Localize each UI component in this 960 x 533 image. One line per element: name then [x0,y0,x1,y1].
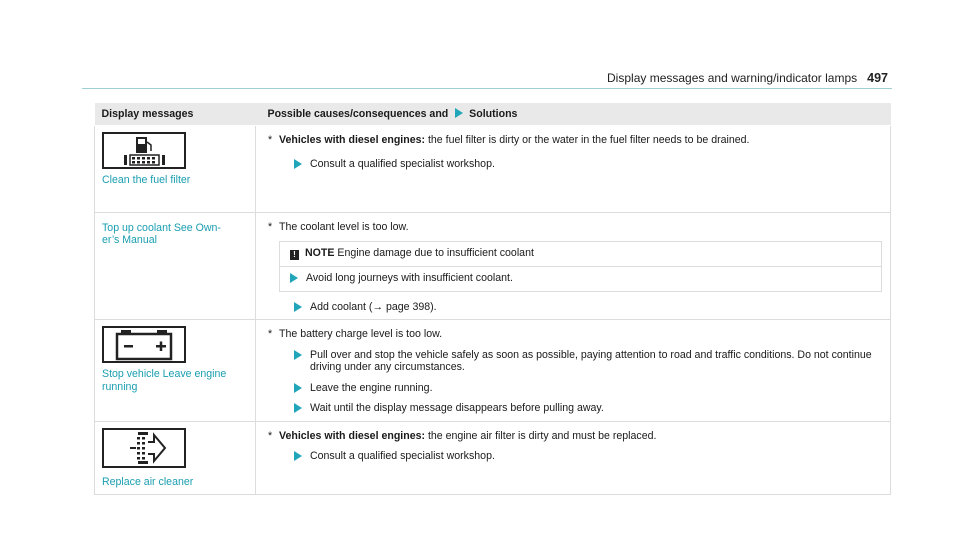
fuel-filter-icon [102,132,186,169]
solution-step: Wait until the display message disappears before pulling away. [294,402,882,415]
display-message-label: Replace air cleaner [102,475,194,488]
step-arrow-icon [294,451,302,461]
solutions-arrow-icon [455,108,463,118]
cause-text: * The battery charge level is too low. [268,328,443,340]
cause-text: * Vehicles with diesel engines: the engine air filter is dirty and must be replaced. [268,429,657,442]
solution-step: Consult a qualified specialist workshop. [294,158,882,171]
table-row [95,212,891,320]
cause-text: * Vehicles with diesel engines: the fuel filter is dirty or the water in the fuel filter needs to be drained. [268,133,750,146]
solution-step: Add coolant (→ page 398). [294,301,882,314]
solution-step: Leave the engine running. [294,382,882,395]
solution-step: Consult a qualified specialist workshop. [294,450,882,463]
note-step: Avoid long journeys with insufficient coolant. [290,272,871,285]
cause-text: * The coolant level is too low. [268,220,409,233]
step-arrow-icon [294,350,302,360]
messages-table [94,103,891,495]
note-title: NOTE [305,247,335,259]
col-display-messages: Display messages [95,103,256,125]
col-causes-solutions: Possible causes/consequences and Solutions [256,103,891,125]
table-header-row [95,103,891,125]
warning-icon: ! [290,250,299,260]
battery-icon [102,326,186,363]
table-row [95,320,891,422]
step-arrow-icon [294,159,302,169]
step-arrow-icon [294,302,302,312]
note-text: Engine damage due to insufficient coolant [334,247,534,259]
table-row [95,125,891,212]
step-arrow-icon [294,383,302,393]
solution-step: Pull over and stop the vehicle safely as soon as possible, paying attention to road and traffic conditions. Do not continue driving under any circumstances. [294,349,882,374]
page-header [0,71,888,85]
display-message-label: Top up coolant See Own- er’s Manual [102,221,221,246]
page-number: 497 [867,71,888,85]
step-arrow-icon [290,273,298,283]
header-rule [82,88,892,89]
air-filter-icon [102,428,186,468]
table-row [95,421,891,495]
display-message-label: Stop vehicle Leave engine running [102,368,227,393]
page-title: Display messages and warning/indicator lamps [607,71,858,85]
step-arrow-icon [294,403,302,413]
display-message-label: Clean the fuel filter [102,173,191,186]
note-box [279,241,882,292]
